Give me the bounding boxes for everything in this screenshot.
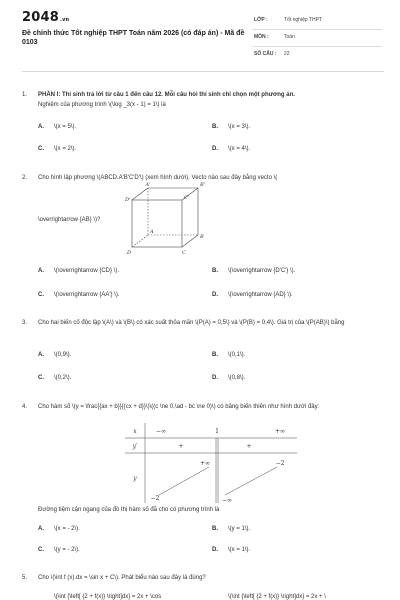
- option-b-partial[interactable]: [228, 594, 326, 600]
- question-stem: Cho hàm số \(y = \frac{{ax + b}}{{cx + d}}\)\((c \ne 0,\ad - bc \ne 0)\) có bảng biến thiên như hình dưới đây:: [38, 404, 320, 410]
- option-text: \(\int {\left[ {2 + f(x)} \right]dx} = 2x + \cos: [54, 594, 162, 600]
- y-left-top: +∞: [199, 460, 211, 467]
- option-letter: A.: [38, 124, 44, 130]
- question-stem: Cho \(\int f (x).dx = \sin x + C\). Phát biểu nào sau đây là đúng?: [38, 575, 206, 581]
- option-text: \(y = - 2\).: [54, 547, 80, 553]
- option-text: \(0,9\).: [54, 352, 72, 358]
- label-b1: B': [200, 182, 206, 188]
- meta-key: SỐ CÂU :: [254, 51, 277, 57]
- front-face: [132, 200, 182, 247]
- question-stem: Cho hình lập phương \(ABCD.A'B'C'D'\) (xem hình dưới). Vecto nào sau đây bằng vecto \(: [38, 175, 278, 181]
- label-a: A: [150, 229, 154, 235]
- question-5: [22, 573, 384, 585]
- y-left-bottom: −2: [150, 495, 160, 502]
- edge-d1a1: [132, 188, 148, 200]
- arrow-increase-left: [159, 467, 209, 495]
- label-c1: C': [184, 195, 190, 201]
- meta-key: LỚP :: [254, 17, 268, 23]
- logo-suffix: .vn: [59, 17, 70, 23]
- option-letter: A.: [38, 526, 44, 532]
- label-b: B: [200, 234, 204, 240]
- question-4-after-text: Đường tiệm cận ngang của đồ thị hàm số đã cho có phương trình là: [38, 507, 220, 513]
- question-number: 1.: [22, 92, 28, 98]
- option-letter: B.: [212, 526, 218, 532]
- page-header: [0, 0, 400, 60]
- x-value: −∞: [155, 428, 167, 435]
- meta-value: Toán: [284, 34, 295, 40]
- label-c: C: [182, 250, 186, 256]
- site-logo[interactable]: [22, 10, 69, 25]
- question-number: 4.: [22, 404, 28, 410]
- option-letter: B.: [212, 268, 218, 274]
- arrow-increase-right: [225, 467, 277, 495]
- label-d: D: [127, 250, 132, 256]
- label-d1: D': [125, 197, 131, 203]
- question-stem: Nghiệm của phương trình \(\log _3(x - 1) = 1\) là: [38, 102, 166, 108]
- option-letter: D.: [212, 146, 218, 152]
- option-letter: D.: [212, 292, 218, 298]
- option-text: \(x = 5\).: [54, 124, 77, 130]
- option-letter: A.: [38, 268, 44, 274]
- option-letter: B.: [212, 352, 218, 358]
- option-text: \(0,2\).: [54, 375, 72, 381]
- question-number: 5.: [22, 575, 28, 581]
- option-text: \(y = 1\).: [228, 526, 251, 532]
- option-text: \(\overrightarrow {CD} \).: [54, 268, 120, 274]
- option-text: \(x = 2\).: [54, 146, 77, 152]
- option-text: \(0,8\).: [228, 375, 246, 381]
- exam-title: Đề chính thức Tốt nghiệp THPT Toán năm 2026 (có đáp án) - Mã đề 0103: [22, 30, 245, 46]
- dy-label: y′: [132, 443, 138, 450]
- option-letter: B.: [212, 124, 218, 130]
- variation-table: [125, 423, 297, 503]
- meta-row-count: [252, 47, 382, 63]
- meta-row-class: [252, 13, 382, 30]
- option-text: \(x = 4\).: [228, 146, 251, 152]
- section-instruction: PHẦN I: Thí sinh trả lời từ câu 1 đến câu 12. Mỗi câu hỏi thí sinh chỉ chọn một phương án.: [38, 92, 295, 98]
- option-text: \(x = 3\).: [228, 124, 251, 130]
- question-text: [38, 90, 378, 110]
- option-text: \(\overrightarrow {AA'} \).: [54, 292, 120, 298]
- header-divider: [22, 71, 384, 72]
- x-label: x: [133, 428, 137, 435]
- exam-meta: [252, 13, 382, 63]
- dy-sign: +: [178, 443, 184, 450]
- option-letter: C.: [38, 547, 44, 553]
- y-label: y: [133, 475, 137, 482]
- question-number: 3.: [22, 320, 28, 326]
- y-right-top: −2: [275, 460, 285, 467]
- dy-sign: +: [246, 443, 252, 450]
- question-1: [22, 90, 384, 150]
- option-text: \(\int {\left[ {2 + f(x)} \right]dx} = 2x + \: [228, 594, 326, 600]
- option-letter: C.: [38, 292, 44, 298]
- y-right-bottom: −∞: [221, 497, 233, 503]
- label-a1: A': [145, 182, 151, 188]
- question-2-continued: \overrightarrow {AB} \)?: [38, 217, 101, 223]
- logo-main: 2048: [22, 10, 59, 25]
- option-letter: D.: [212, 375, 218, 381]
- option-text: \(x = 1\).: [228, 547, 251, 553]
- option-text: \(0,1\).: [228, 352, 246, 358]
- option-a-partial[interactable]: [54, 594, 161, 600]
- question-3: [22, 318, 384, 342]
- cube-figure: [112, 180, 222, 258]
- option-text: \(x = - 2\).: [54, 526, 80, 532]
- meta-row-subject: [252, 30, 382, 47]
- option-letter: D.: [212, 547, 218, 553]
- edge-cb: [182, 235, 198, 247]
- option-letter: A.: [38, 352, 44, 358]
- option-text: \(\overrightarrow {D'C'} \).: [228, 268, 296, 274]
- question-stem: Cho hai biến cố độc lập \(A\) và \(B\) có xác suất thỏa mãn \(P(A) = 0,5\) và \(P(B) = 0,4\). Giá trị của \(P(AB)\) bằng: [38, 320, 345, 326]
- x-value: +∞: [274, 428, 286, 435]
- edge-da-hidden: [132, 235, 148, 247]
- option-letter: C.: [38, 146, 44, 152]
- option-text: \(\overrightarrow {AD} \).: [228, 292, 293, 298]
- option-letter: C.: [38, 375, 44, 381]
- meta-value: Tốt nghiệp THPT: [284, 17, 322, 23]
- meta-key: MÔN :: [254, 34, 269, 40]
- question-number: 2.: [22, 175, 28, 181]
- x-value: 1: [215, 428, 219, 435]
- meta-value: 22: [284, 51, 290, 57]
